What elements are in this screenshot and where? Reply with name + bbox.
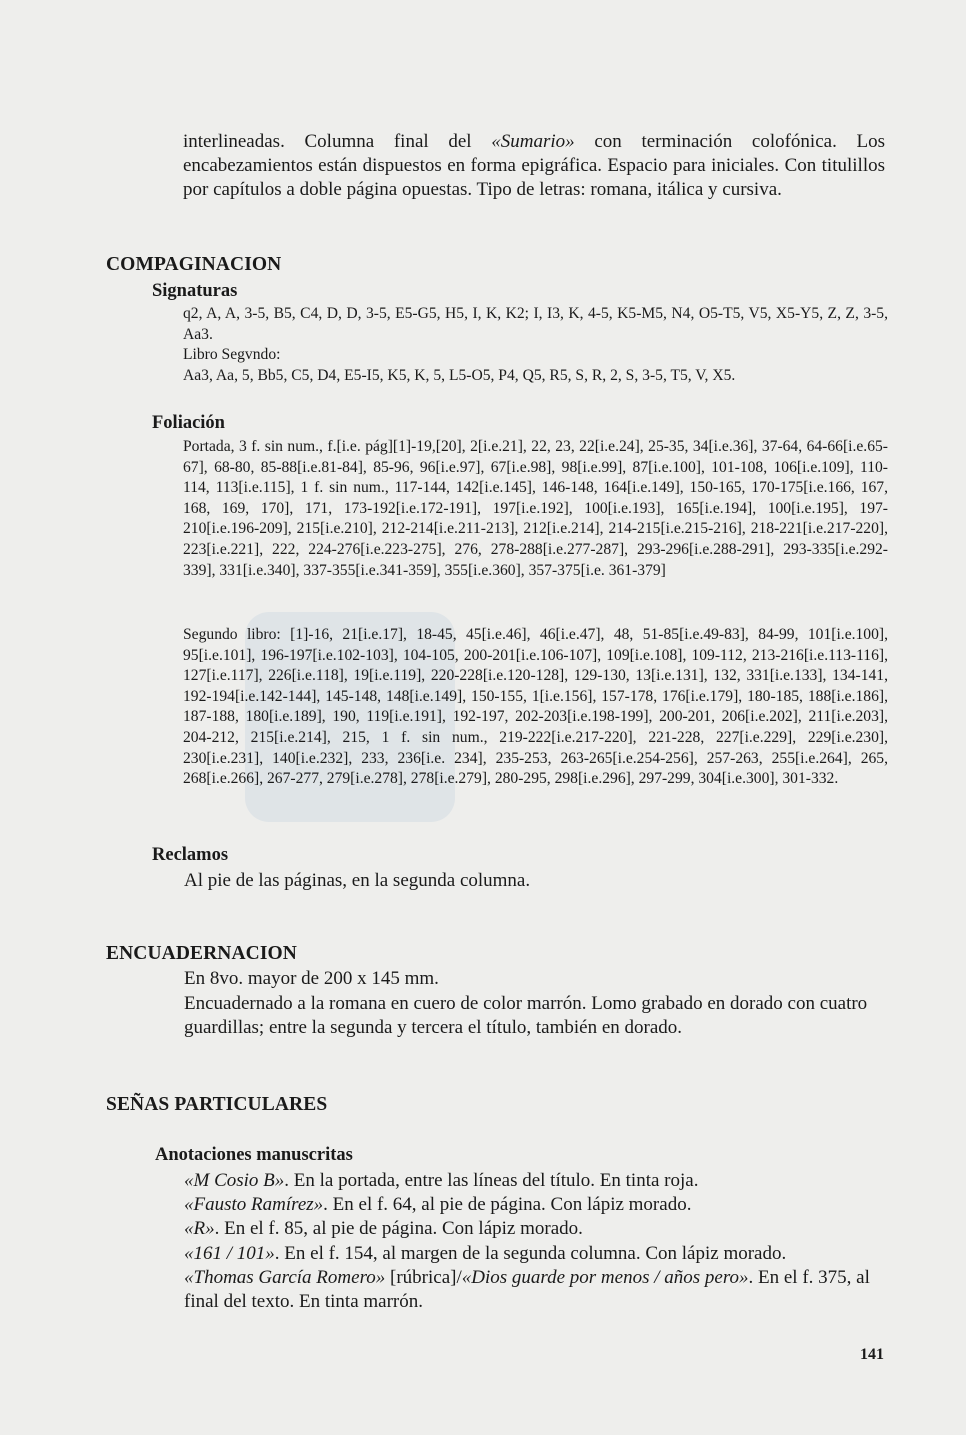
anotacion-quote: «M Cosio B» [184, 1170, 285, 1191]
anotacion-item [184, 1193, 889, 1217]
intro-text-continued: con terminación colofónica. Los encabezamientos están dispuestos en forma epigráfica. Espacio para iniciales. Con titulillos por capítulos a doble página opuestas. Tipo de letras: romana, itálica y cursiva. [183, 131, 885, 200]
anotacion-quote-2: «Dios guarde por menos / años pero» [461, 1266, 749, 1288]
signaturas-line: q2, A, A, 3-5, B5, C4, D, D, 3-5, E5-G5, H5, I, K, K2; I, I3, K, 4-5, K5-M5, N4, O5-T5, V5, X5-Y5, Z, Z, 3-5, Aa3. [183, 305, 888, 343]
anotacion-quote: «Fausto Ramírez» [184, 1194, 324, 1216]
subsection-title-reclamos: Reclamos [152, 845, 229, 865]
anotacion-text: . En el f. 85, al pie de página. Con lápiz morado. [214, 1218, 583, 1240]
anotacion-text: . En el f. 154, al margen de la segunda columna. Con lápiz morado. [274, 1242, 787, 1264]
anotacion-text: . En el f. 375, al final del texto. En tinta marrón. [184, 1266, 870, 1313]
anotacion-item [184, 1266, 889, 1314]
anotacion-quote: «161 / 101» [184, 1242, 275, 1264]
intro-paragraph [183, 130, 885, 202]
anotacion-rubrica: [rúbrica]/ [385, 1266, 462, 1288]
foliacion-paragraph-2 [183, 625, 888, 790]
libro-segundo-label: Libro Segvndo: [183, 346, 281, 364]
intro-text: interlineadas. Columna final del [183, 131, 492, 152]
encuadernacion-block [184, 967, 889, 1041]
signaturas-block [183, 304, 888, 386]
subsection-title-anotaciones: Anotaciones manuscritas [155, 1145, 353, 1165]
section-title-compaginacion: COMPAGINACION [106, 254, 282, 275]
page-number: 141 [860, 1346, 884, 1363]
anotacion-item [184, 1217, 889, 1241]
foliacion-paragraph-1 [183, 437, 888, 581]
signaturas-line-2: Aa3, Aa, 5, Bb5, C5, D4, E5-I5, K5, K, 5, L5-O5, P4, Q5, R5, S, R, 2, S, 3-5, T5, V, X5. [183, 366, 736, 384]
subsection-title-foliacion: Foliación [152, 413, 225, 433]
anotacion-quote: «R» [184, 1218, 215, 1240]
reclamos-text: Al pie de las páginas, en la segunda columna. [184, 870, 531, 891]
encuadernacion-size: En 8vo. mayor de 200 x 145 mm. [184, 968, 439, 989]
foliacion-text: Portada, 3 f. sin num., f.[i.e. pág][1]-19,[20], 2[i.e.21], 22, 23, 22[i.e.24], 25-35, 34[i.e.36], 37-64, 64-66[i.e.65-67], 68-80, 85-88[i.e.81-84], 85-96, 96[i.e.97], 67[i.e.98], 98[i.e.99], 87[i.e.100], 101-108, 106[i.e.109], 110-114, 113[i.e.115], 1 f. sin num., 117-144, 142[i.e.145], 146-148, 164[i.e.149], 150-165, 170-175[i.e.166, 167, 168, 169, 170], 171, 173-192[i.e.172-191], 197[i.e.192], 100[i.e.193], 165[i.e.194], 100[i.e.195], 197-210[i.e.196-209], 215[i.e.210], 212-214[i.e.211-213], 212[i.e.214], 214-215[i.e.215-216], 218-221[i.e.217-220], 223[i.e.221], 222, 224-276[i.e.223-275], 276, 278-288[i.e.277-287], 293-296[i.e.288-291], 293-335[i.e.292-339], 331[i.e.340], 337-355[i.e.341-359], 355[i.e.360], 357-375[i.e. 361-379] [183, 438, 888, 579]
anotaciones-list [184, 1169, 889, 1314]
anotacion-quote: «Thomas García Romero» [184, 1266, 386, 1288]
subsection-title-signaturas: Signaturas [152, 281, 238, 301]
anotacion-item [184, 1169, 889, 1193]
section-title-encuadernacion: ENCUADERNACION [106, 943, 297, 964]
encuadernacion-description: Encuadernado a la romana en cuero de color marrón. Lomo grabado en dorado con cuatro guardillas; entre la segunda y tercera el título, también en dorado. [184, 992, 868, 1038]
section-title-senas: SEÑAS PARTICULARES [106, 1094, 328, 1115]
intro-italic: «Sumario» [491, 131, 575, 152]
anotacion-text: . En la portada, entre las líneas del título. En tinta roja. [284, 1170, 699, 1191]
foliacion-segundo-libro-text: Segundo libro: [1]-16, 21[i.e.17], 18-45, 45[i.e.46], 46[i.e.47], 48, 51-85[i.e.49-83], 84-99, 101[i.e.100], 95[i.e.101], 196-197[i.e.102-103], 104-105, 200-201[i.e.106-107], 109[i.e.108], 109-112, 213-216[i.e.113-116], 127[i.e.117], 226[i.e.118], 19[i.e.119], 220-228[i.e.120-128], 129-130, 13[i.e.131], 132, 331[i.e.133], 134-141, 192-194[i.e.142-144], 145-148, 148[i.e.149], 150-155, 1[i.e.156], 157-178, 176[i.e.179], 180-185, 188[i.e.186], 187-188, 180[i.e.189], 190, 119[i.e.191], 192-197, 202-203[i.e.198-199], 200-201, 206[i.e.202], 211[i.e.203], 204-212, 215[i.e.214], 215, 1 f. sin num., 219-222[i.e.217-220], 221-228, 227[i.e.229], 229[i.e.230], 230[i.e.231], 140[i.e.232], 233, 236[i.e. 234], 235-253, 263-265[i.e.254-256], 257-263, 255[i.e.264], 265, 268[i.e.266], 267-277, 279[i.e.278], 278[i.e.279], 280-295, 298[i.e.296], 297-299, 304[i.e.300], 301-332. [183, 626, 888, 788]
anotacion-item [184, 1242, 889, 1266]
anotacion-text: . En el f. 64, al pie de página. Con lápiz morado. [323, 1194, 692, 1216]
